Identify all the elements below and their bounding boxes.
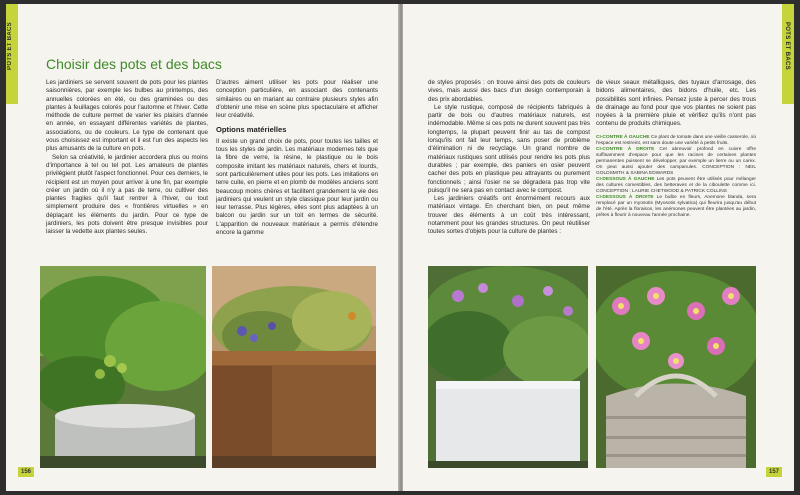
text-column-1 <box>46 79 208 237</box>
section-tab-left <box>6 4 18 104</box>
caption-text: Cet abreuvoir profond en cuivre offre suffisamment d'espace pour que les racines de certaines plantes permanentes puissent se développer, par exemple un lierre ou un carex. On peut aussi ajouter des campanules. CONCEPTION : NEIL GOLDSMITH & SABINA EDWARDS <box>596 146 757 176</box>
paragraph: D'autres aiment utiliser les pots pour réaliser une conception particulière, en associant des contenants similaires ou en mariant au contraire plusieurs styles afin d'obtenir une mise en scène plus spectaculaire et afficher leur créativité. <box>216 79 378 120</box>
caption-bottom-right <box>596 195 756 219</box>
paragraph: Il existe un grand choix de pots, pour toutes les tailles et tous les styles de jardin. Les matériaux modernes tels que la fibre de verre, la résine, le plastique ou le bois composite imitant les matériaux naturels, chers et lourds, sont particulièrement utiles pour les pots. Les imitations en terre cuite, en pierre et en plomb de modèles anciens sont beaucoup moins chères et facilitent grandement la vie des jardiniers qui veulent un style classique pour leur jardin ou leur terrasse. Plus légères, elles sont plus adaptées à un balcon ou jardin sur un toit en termes de sécurité. L'apparition de nouveaux matériaux a permis d'étendre encore la gamme <box>216 137 378 237</box>
left-page <box>6 4 399 491</box>
caption-label: CI-CONTRE À DROITE <box>596 146 655 152</box>
caption-text: Ce plant de tomate dans une vieille casserole, où l'espace est restreint, est sans doute une variété à petits fruits. <box>596 134 756 146</box>
photo-anemones-basket <box>596 266 756 468</box>
paragraph: de styles proposés : on trouve ainsi des pots de couleurs vives, mais aussi des bacs d'un design contemporain à des prix abordables. <box>428 79 590 103</box>
caption-text: Le bulbe en fleurs, Anemone blanda, sera remplacé par un myosotis (Myosotis sylvatica) qui fleurira jusqu'au début de l'été. Après la floraison, les anémones peuvent être plantées au jardin, prêtes à fleurir à nouveau l'année prochaine. <box>596 194 756 218</box>
copper-trough-image <box>212 266 376 468</box>
caption-label: CI-DESSOUS À GAUCHE <box>596 176 655 182</box>
photo-beets-chives <box>428 266 588 468</box>
caption-label: CI-CONTRE À GAUCHE <box>596 134 650 140</box>
caption-top-left <box>596 135 756 147</box>
section-tab-right <box>782 4 794 104</box>
beets-chives-image <box>428 266 588 468</box>
section-tab-label: POTS ET BACS <box>784 22 790 70</box>
right-page <box>403 4 794 491</box>
caption-top-right <box>596 147 756 177</box>
caption-text: Les pots peuvent être utilisés pour mélanger des cultures comestibles, des betteraves et de la ciboulette comme ici. CONCEPTION : LAURIE CHETWOOD & PATRICK COLLINS <box>596 176 756 194</box>
page-number-right: 157 <box>766 467 782 477</box>
paragraph: Selon sa créativité, le jardinier accordera plus ou moins d'importance à tel ou tel pot. Les amateurs de plantes privilégient plutôt l'aspect fonctionnel. Pour ces derniers, le récipient est un moyen pour arriver à une fin, par exemple créer un jardin où il n'y a pas de terre, ou cultiver des plantes fragiles qu'il faut rentrer à l'hiver, ou tout simplement produire des « frontières virtuelles » en déplaçant les éléments du jardin. Pour ce type de jardiniers, les pots doivent être presque invisibles pour laisser la vedette aux plantes seules. <box>46 153 208 236</box>
page-title: Choisir des pots et des bacs <box>46 56 222 72</box>
subheading: Options matérielles <box>216 125 287 135</box>
text-column-2 <box>216 79 378 237</box>
section-tab-label: POTS ET BACS <box>7 22 13 70</box>
tomato-plant-image <box>40 266 206 468</box>
paragraph: de vieux seaux métalliques, des tuyaux d'arrosage, des bidons alimentaires, des bidons d'huile, etc. Les possibilités sont infinies. Pensez juste à percer des trous de drainage au fond pour que vos plantes ne soient pas noyées à la première pluie et vérifiez qu'ils n'ont pas contenu de produits chimiques. <box>596 79 756 128</box>
text-column-3 <box>428 79 590 237</box>
text-column-4 <box>596 79 756 219</box>
photo-tomato-plant <box>40 266 206 468</box>
paragraph: Les jardiniers créatifs ont énormément recours aux matériaux vintage. En cherchant bien, on peut même trouver des éléments à un coût très intéressant, notamment pour les grandes structures. On peut réutiliser toutes sortes d'objets pour la culture de plantes : <box>428 195 590 236</box>
caption-label: CI-DESSOUS À DROITE <box>596 194 654 200</box>
photo-copper-trough <box>212 266 376 468</box>
anemones-basket-image <box>596 266 756 468</box>
paragraph: Les jardiniers se servent souvent de pots pour les plantes saisonnières, par exemple les bulbes au printemps, des annuelles colorées en été, ou des graminées ou des plantes à feuillages colorés pour l'automne et l'hiver. Cette méthode de culture permet de varier les plaisirs d'année en année, en essayant différentes variétés de plantes, associations, ou de couleurs. Le type de contenant que vous choisissez est important et il est l'un des aspects les plus amusants de la culture en pots. <box>46 79 208 153</box>
page-number-left: 156 <box>18 467 34 477</box>
caption-bottom-left <box>596 177 756 195</box>
paragraph: Le style rustique, composé de récipients fabriqués à partir de bois ou d'autres matériaux naturels, est indémodable. Même si ces pots ne durent souvent pas très longtemps, la plupart peuvent finir au tas de compost lorsqu'ils ont fait leur temps, sans poser de problème d'élimination ni de recyclage. Un grand nombre de matériaux rustiques sont utilisés pour rendre les pots plus durables ; par exemple, des paniers en osier peuvent cacher des pots en plastique peu attrayants ou purement fonctionnels ; ainsi l'osier ne se dégradera pas trop vite puisqu'il ne sera pas en contact avec le compost. <box>428 103 590 194</box>
